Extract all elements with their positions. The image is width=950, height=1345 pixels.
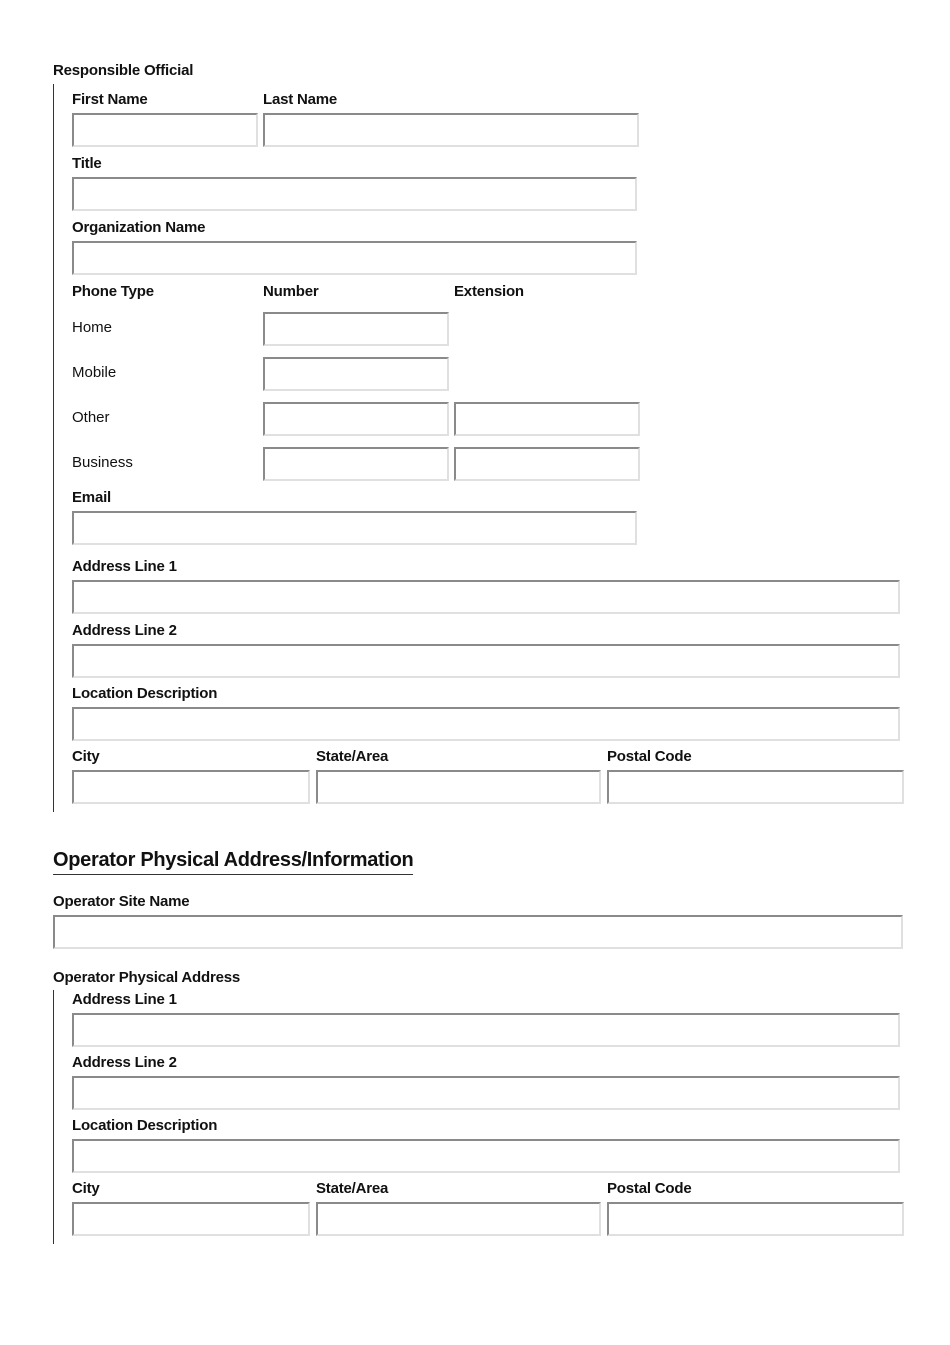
- phone-mobile-number-input[interactable]: [263, 357, 449, 391]
- phone-other-extension-input[interactable]: [454, 402, 640, 436]
- organization-name-label: Organization Name: [72, 219, 206, 236]
- phone-type-other: Other: [72, 409, 110, 426]
- operator-location-description-input[interactable]: [72, 1139, 900, 1173]
- address-line2-label: Address Line 2: [72, 622, 177, 639]
- phone-number-header: Number: [263, 283, 319, 300]
- operator-location-description-label: Location Description: [72, 1117, 218, 1134]
- last-name-label: Last Name: [263, 91, 338, 108]
- phone-type-header: Phone Type: [72, 283, 154, 300]
- first-name-input[interactable]: [72, 113, 258, 147]
- title-label: Title: [72, 155, 102, 172]
- state-area-label: State/Area: [316, 748, 389, 765]
- operator-city-input[interactable]: [72, 1202, 310, 1236]
- operator-state-area-input[interactable]: [316, 1202, 601, 1236]
- address-line1-label: Address Line 1: [72, 558, 177, 575]
- title-input[interactable]: [72, 177, 637, 211]
- phone-other-number-input[interactable]: [263, 402, 449, 436]
- operator-physical-address-heading: Operator Physical Address: [53, 969, 241, 986]
- section-border: [53, 84, 54, 812]
- operator-site-name-label: Operator Site Name: [53, 893, 190, 910]
- operator-state-area-label: State/Area: [316, 1180, 389, 1197]
- phone-type-business: Business: [72, 454, 133, 471]
- postal-code-label: Postal Code: [607, 748, 692, 765]
- operator-address-line1-label: Address Line 1: [72, 991, 177, 1008]
- operator-city-label: City: [72, 1180, 100, 1197]
- location-description-input[interactable]: [72, 707, 900, 741]
- responsible-official-heading: Responsible Official: [53, 62, 194, 79]
- operator-postal-code-input[interactable]: [607, 1202, 904, 1236]
- operator-section-border: [53, 990, 54, 1244]
- address-line2-input[interactable]: [72, 644, 900, 678]
- phone-type-mobile: Mobile: [72, 364, 117, 381]
- email-input[interactable]: [72, 511, 637, 545]
- city-input[interactable]: [72, 770, 310, 804]
- phone-business-extension-input[interactable]: [454, 447, 640, 481]
- address-line1-input[interactable]: [72, 580, 900, 614]
- state-area-input[interactable]: [316, 770, 601, 804]
- operator-address-line1-input[interactable]: [72, 1013, 900, 1047]
- operator-address-line2-input[interactable]: [72, 1076, 900, 1110]
- phone-business-number-input[interactable]: [263, 447, 449, 481]
- operator-site-name-input[interactable]: [53, 915, 903, 949]
- operator-postal-code-label: Postal Code: [607, 1180, 692, 1197]
- first-name-label: First Name: [72, 91, 148, 108]
- last-name-input[interactable]: [263, 113, 639, 147]
- phone-home-number-input[interactable]: [263, 312, 449, 346]
- phone-extension-header: Extension: [454, 283, 524, 300]
- email-label: Email: [72, 489, 112, 506]
- city-label: City: [72, 748, 100, 765]
- operator-address-line2-label: Address Line 2: [72, 1054, 177, 1071]
- organization-name-input[interactable]: [72, 241, 637, 275]
- location-description-label: Location Description: [72, 685, 218, 702]
- postal-code-input[interactable]: [607, 770, 904, 804]
- phone-type-home: Home: [72, 319, 113, 336]
- operator-section-title: Operator Physical Address/Information: [53, 849, 413, 875]
